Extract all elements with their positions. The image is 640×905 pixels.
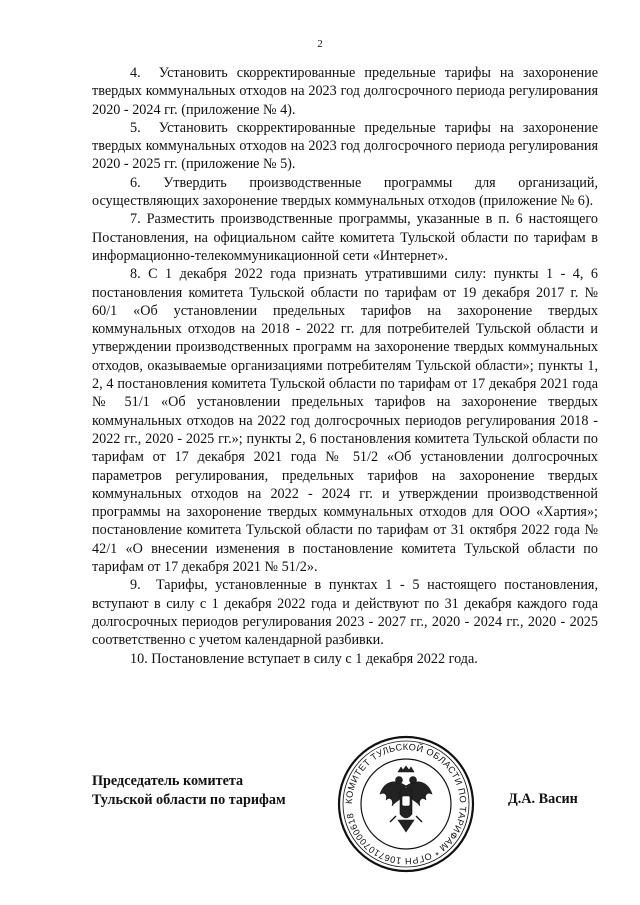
paragraph-item-5: 5. Установить скорректированные предельные тарифы на захоронение твердых коммунальных отходов на 2023 год долгосрочного периода регулирования 2020 - 2025 гг. (приложение № 5). [92, 119, 598, 173]
official-seal [336, 734, 476, 874]
signatory-title-line2: Тульской области по тарифам [92, 792, 286, 808]
coat-of-arms-icon [380, 766, 432, 832]
paragraph-item-4: 4. Установить скорректированные предельные тарифы на захоронение твердых коммунальных отходов на 2023 год долгосрочного периода регулирования 2020 - 2024 гг. (приложение № 4). [92, 65, 598, 118]
seal-text: КОМИТЕТ ТУЛЬСКОЙ ОБЛАСТИ ПО ТАРИФАМ * ОГРН 1067107000618 [343, 741, 469, 867]
page-number: 2 [317, 38, 323, 50]
signatory-title-line1: Председатель комитета [92, 773, 244, 789]
signatory-title [92, 772, 286, 810]
paragraph-item-6: 6. Утвердить производственные программы для организаций, осуществляющих захоронение твердых коммунальных отходов (приложение № 6). [92, 174, 598, 210]
paragraph-item-8: 8. С 1 декабря 2022 года признать утратившими силу: пункты 1 - 4, 6 постановления комитета Тульской области по тарифам от 19 декабря 2017 г. № 60/1 «Об установлении предельных тарифов на захоронение твердых коммунальных отходов на 2018 - 2022 гг. для потребителей Тульской области и утверждении производственных программ на захоронение твердых коммунальных отходов, оказываемые организациями потребителям Тульской области»; пункты 1, 2, 4 постановления комитета Тульской области по тарифам от 17 декабря 2021 года № 51/1 «Об установлении предельных тарифов на захоронение твердых коммунальных отходов на 2022 год долгосрочных периодов регулирования 2018 - 2022 гг., 2020 - 2025 гг.»; пункты 2, 6 постановления комитета Тульской области по тарифам от 17 декабря 2021 года № 51/2 «Об установлении долгосрочных параметров регулирования, предельных тарифов на захоронение твердых коммунальных отходов на 2022 - 2024 гг. и утверждении производственной программы на захоронение твердых коммунальных отходов для ООО «Хартия»; постановление комитета Тульской области по тарифам от 31 октября 2022 года № 42/1 «О внесении изменения в постановление комитета Тульской области по тарифам от 17 декабря 2021 № 51/2». [92, 266, 598, 576]
signatory-name: Д.А. Васин [508, 791, 578, 807]
paragraph-item-10: 10. Постановление вступает в силу с 1 декабря 2022 года. [130, 650, 478, 667]
paragraph-item-9: 9. Тарифы, установленные в пунктах 1 - 5 настоящего постановления, вступают в силу с 1 декабря 2022 года и действуют по 31 декабря каждого года долгосрочных периодов регулирования 2023 - 2027 гг., 2020 - 2024 гг., 2020 - 2025 соответственно с учетом календарной разбивки. [92, 577, 598, 649]
paragraph-item-7: 7. Разместить производственные программы, указанные в п. 6 настоящего Постановления, на официальном сайте комитета Тульской области по тарифам в информационно-телекоммуникационной сети «Интернет». [92, 211, 598, 264]
document-body [92, 64, 598, 668]
